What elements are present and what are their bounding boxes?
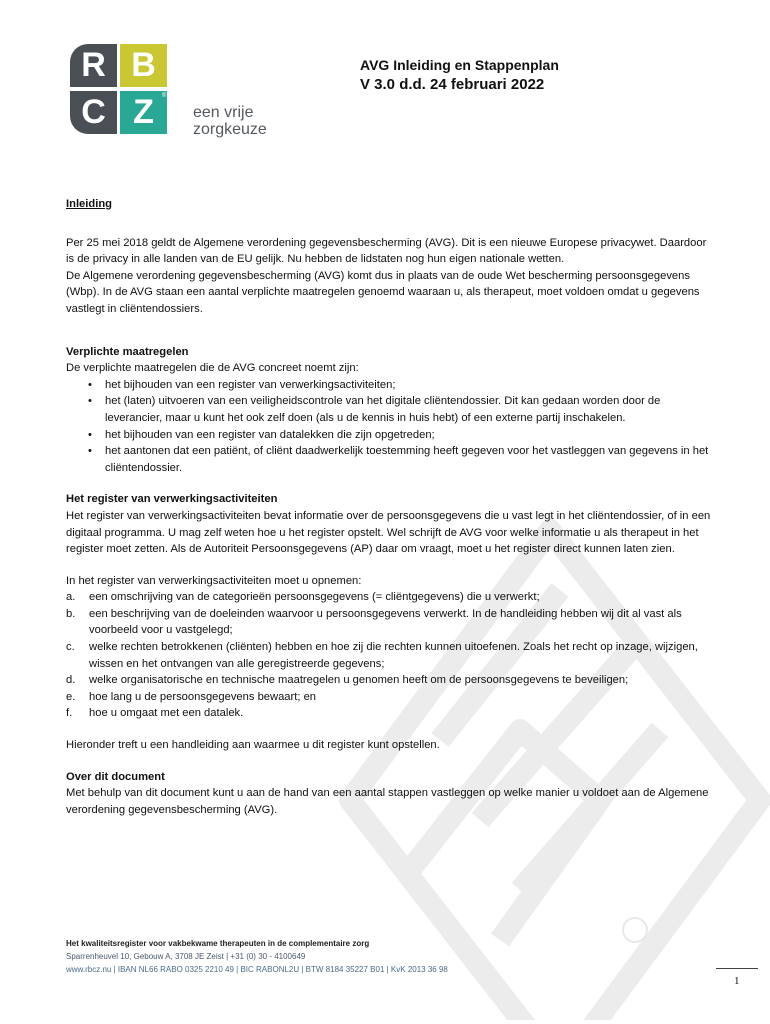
footer-details: www.rbcz.nu | IBAN NL66 RABO 0325 2210 49 | BIC RABONL2U | BTW 8184 35227 B01 | KvK 2013 36 98	[66, 965, 448, 974]
register-paragraph-1: Het register van verwerkingsactiviteiten bevat informatie over de persoonsgegevens die u vast legt in het cliëntendossier, of in een digitaal programma. U mag zelf weten hoe u het register opstelt. Wel schrijft de AVG voor welke informatie u als therapeut in het register moet zetten. Als de Autoriteit Persoonsgegevens (AP) daar om vraagt, moet u het register direct kunnen laten zien.	[66, 509, 711, 556]
footer-address: Sparrenheuvel 10, Gebouw A, 3708 JE Zeist | +31 (0) 30 - 4100649	[66, 952, 306, 961]
logo-tagline: een vrije zorgkeuze	[193, 104, 267, 138]
over-paragraph-1: Met behulp van dit document kunt u aan de hand van een aantal stappen vastleggen op welke manier u voldoet aan de Algemene verordening gegevensbescherming (AVG).	[66, 787, 709, 816]
rbcz-logo	[70, 44, 267, 138]
list-item: • het bijhouden van een register van verwerkingsactiviteiten;	[66, 377, 716, 394]
heading-verplichte-maatregelen: Verplichte maatregelen	[66, 345, 189, 358]
logo-tile-c: C	[70, 91, 117, 134]
list-item: • het bijhouden van een register van datalekken die zijn opgetreden;	[66, 427, 716, 444]
list-item	[66, 705, 716, 722]
register-list	[66, 589, 716, 722]
logo-tile-b: B	[120, 44, 167, 87]
list-marker: a.	[66, 591, 76, 604]
verplicht-intro: De verplichte maatregelen die de AVG concreet noemt zijn:	[66, 362, 359, 375]
list-item-text: welke rechten betrokkenen (cliënten) hebben en hoe zij die rechten kunnen uitoefenen. Zoals het recht op inzage, wijzigen, wissen en het ontvangen van alle geregistreerde gegevens;	[89, 641, 698, 670]
list-marker: b.	[66, 607, 76, 620]
list-marker: c.	[66, 641, 75, 654]
page-footer	[66, 937, 586, 976]
document-body	[66, 196, 716, 818]
registered-mark-icon	[623, 918, 647, 942]
list-marker: e.	[66, 690, 76, 703]
logo-tile-z: Z	[120, 91, 167, 134]
document-version: V 3.0 d.d. 24 februari 2022	[360, 76, 545, 93]
document-title: AVG Inleiding en Stappenplan	[360, 57, 559, 73]
heading-register: Het register van verwerkingsactiviteiten	[66, 493, 278, 506]
footer-title: Het kwaliteitsregister voor vakbekwame therapeuten in de complementaire zorg	[66, 939, 370, 948]
list-item	[66, 689, 716, 706]
list-item-text: hoe u omgaat met een datalek.	[89, 707, 244, 720]
list-item	[66, 639, 716, 672]
list-item	[66, 589, 716, 606]
list-marker: f.	[66, 707, 73, 720]
list-item-text: een beschrijving van de doeleinden waarvoor u persoonsgegevens verwerkt. In de handleiding hebben wij dit al vast als voorbeeld voor u vastgelegd;	[89, 607, 682, 637]
register-outro: Hieronder treft u een handleiding aan waarmee u dit register kunt opstellen.	[66, 739, 440, 752]
list-item	[66, 606, 716, 639]
logo-tile-r: R	[70, 44, 117, 87]
heading-over-dit-document: Over dit document	[66, 770, 165, 783]
list-item-text: hoe lang u de persoonsgegevens bewaart; en	[89, 690, 317, 703]
page-number-rule	[716, 968, 758, 969]
list-item: • het aantonen dat een patiënt, of cliënt daadwerkelijk toestemming heeft gegeven voor het vastleggen van gegevens in het cliëntendossier.	[66, 443, 716, 476]
page-number: 1	[734, 975, 740, 987]
register-list-intro: In het register van verwerkingsactiviteiten moet u opnemen:	[66, 574, 362, 587]
logo-registered-mark: ®	[162, 93, 167, 99]
heading-inleiding: Inleiding	[66, 198, 112, 210]
inleiding-paragraph-2: De Algemene verordening gegevensbescherming (AVG) komt dus in plaats van de oude Wet bescherming persoonsgegevens (Wbp). In de AVG staan een aantal verplichte maatregelen genoemd waaraan u, als therapeut, moet voldoen omdat u gegevens vastlegt in cliëntendossiers.	[66, 269, 700, 315]
list-item: • het (laten) uitvoeren van een veiligheidscontrole van het digitale cliëntendossier. Dit kan gedaan worden door de leverancier, maar u kunt het ook zelf doen (als u de kennis in huis hebt) of een externe partij inschakelen.	[66, 393, 716, 426]
list-item-text: welke organisatorische en technische maatregelen u genomen heeft om de persoonsgegevens te beveiligen;	[89, 674, 629, 687]
list-item	[66, 672, 716, 689]
list-item-text: een omschrijving van de categorieën persoonsgegevens (= cliëntgegevens) die u verwerkt;	[89, 591, 540, 604]
inleiding-paragraph-1: Per 25 mei 2018 geldt de Algemene verordening gegevensbescherming (AVG). Dit is een nieuwe Europese privacywet. Daardoor is de privacy in alle landen van de EU gelijk. Nu hebben de lidstaten nog hun eigen nationale wetten.	[66, 236, 707, 266]
list-marker: d.	[66, 674, 76, 687]
verplicht-list	[66, 377, 716, 477]
